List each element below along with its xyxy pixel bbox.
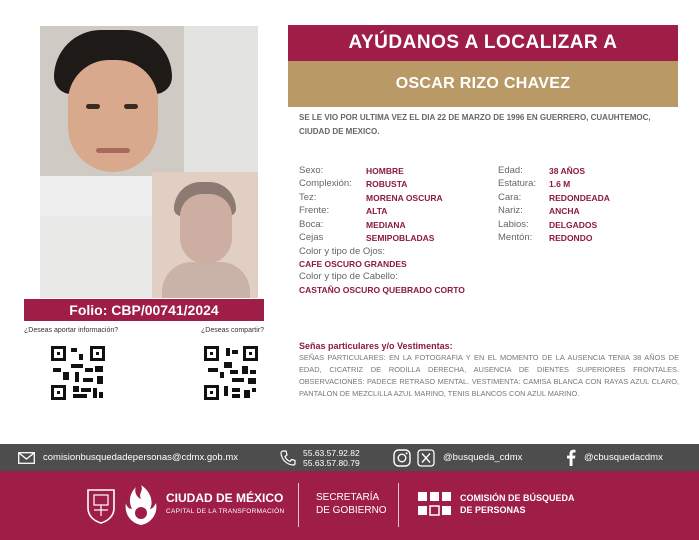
attr-label-face: Cara: — [498, 192, 522, 203]
contact-bar — [0, 444, 699, 471]
cdmx-subtitle: CAPITAL DE LA TRANSFORMACIÓN — [166, 508, 285, 515]
last-seen-text: SE LE VIO POR ULTIMA VEZ EL DIA 22 DE MARZO DE 1996 EN GUERRERO, CUAUHTEMOC, CIUDAD DE MEXICO. — [299, 113, 651, 136]
attr-label-age: Edad: — [498, 165, 523, 176]
attr-label-eyes: Color y tipo de Ojos: — [299, 246, 386, 257]
attr-label-eyebrows: Cejas — [299, 232, 324, 243]
secretaria-line-2: DE GOBIERNO — [316, 505, 387, 516]
comision-line-2: DE PERSONAS — [460, 505, 526, 515]
photo-background — [184, 26, 258, 176]
attr-label-sex: Sexo: — [299, 165, 324, 176]
qr-info-label: ¿Deseas aportar información? — [24, 327, 119, 334]
attr-value-lips: DELGADOS — [549, 220, 598, 230]
social-handle-x: @busqueda_cdmx — [443, 452, 523, 463]
comision-busqueda-logo-icon — [418, 492, 452, 518]
secretaria-line-1: SECRETARÍA — [316, 492, 380, 503]
facebook-icon — [566, 449, 576, 466]
qr-code-info[interactable] — [51, 346, 105, 400]
missing-person-name: OSCAR RIZO CHAVEZ — [288, 61, 678, 107]
folio-number: Folio: CBP/00741/2024 — [24, 299, 264, 321]
attr-value-eyebrows: SEMIPOBLADAS — [366, 233, 435, 243]
footer-divider — [298, 483, 299, 527]
attr-value-build: ROBUSTA — [366, 179, 408, 189]
phone-contact[interactable] — [280, 444, 360, 471]
attr-label-skin: Tez: — [299, 192, 317, 203]
cdmx-flame-logo-icon — [124, 483, 158, 527]
comision-line-1: COMISIÓN DE BÚSQUEDA — [460, 493, 575, 503]
cdmx-title: CIUDAD DE MÉXICO — [166, 491, 284, 505]
attr-value-height: 1.6 M — [549, 179, 571, 189]
email-contact[interactable] — [18, 444, 238, 471]
facebook-contact[interactable] — [566, 444, 663, 471]
cdmx-coat-of-arms-icon — [86, 488, 116, 524]
page-title: AYÚDANOS A LOCALIZAR A — [288, 25, 678, 61]
distinguishing-marks-title: Señas particulares y/o Vestimentas: — [299, 341, 453, 351]
email-address: comisionbusquedadepersonas@cdmx.gob.mx — [43, 452, 239, 463]
phone-number-1: 55.63.57.92.82 — [303, 447, 360, 458]
attr-label-height: Estatura: — [498, 178, 537, 189]
attr-value-mouth: MEDIANA — [366, 220, 406, 230]
attr-label-lips: Labios: — [498, 219, 529, 230]
instagram-icon — [393, 449, 411, 467]
phone-number-2: 55.63.57.80.79 — [303, 457, 360, 468]
footer-divider — [398, 483, 399, 527]
attr-value-forehead: ALTA — [366, 206, 388, 216]
phone-icon — [280, 450, 296, 466]
social-x-contact[interactable] — [393, 444, 522, 471]
attr-label-forehead: Frente: — [299, 205, 330, 216]
mail-icon — [18, 452, 35, 464]
attr-value-age: 38 AÑOS — [549, 166, 586, 176]
attr-value-eyes: CAFE OSCURO GRANDES — [299, 259, 407, 269]
qr-code-share[interactable] — [204, 346, 258, 400]
attr-value-chin: REDONDO — [549, 233, 593, 243]
distinguishing-marks-text: SEÑAS PARTICULARES: EN LA FOTOGRAFIA Y EN EL MOMENTO DE LA AUSENCIA TENIA 38 AÑOS DE EDAD, CICATRIZ DE RODILLA DERECHA, AUSENCIA DE DIENTES SUPERIORES FRONTALES. OBSERVACIONES: PADECE RETRASO MENTAL. VESTIMENTA: CAMISA BLANCA CON RAYAS AZUL CLARO, PANTALON DE MEZCLILLA AZUL MARINO, TENIS BLANCOS CON AZUL MARINO. — [299, 353, 679, 398]
attr-value-face: REDONDEADA — [549, 193, 610, 203]
attr-value-hair: CASTAÑO OSCURO QUEBRADO CORTO — [299, 285, 465, 295]
attr-label-chin: Mentón: — [498, 232, 533, 243]
attr-label-build: Complexión: — [299, 178, 352, 189]
attr-value-skin: MORENA OSCURA — [366, 193, 443, 203]
footer-logos — [0, 471, 699, 540]
attr-label-mouth: Boca: — [299, 219, 324, 230]
attr-label-hair: Color y tipo de Cabello: — [299, 271, 398, 282]
age-progression-sketch — [152, 172, 258, 298]
social-handle-facebook: @cbusquedacdmx — [584, 452, 663, 463]
attr-label-nose: Nariz: — [498, 205, 523, 216]
attr-value-sex: HOMBRE — [366, 166, 404, 176]
x-twitter-icon — [417, 449, 435, 467]
qr-share-label: ¿Deseas compartir? — [201, 327, 265, 334]
attr-value-nose: ANCHA — [549, 206, 580, 216]
missing-person-photo — [40, 26, 258, 298]
